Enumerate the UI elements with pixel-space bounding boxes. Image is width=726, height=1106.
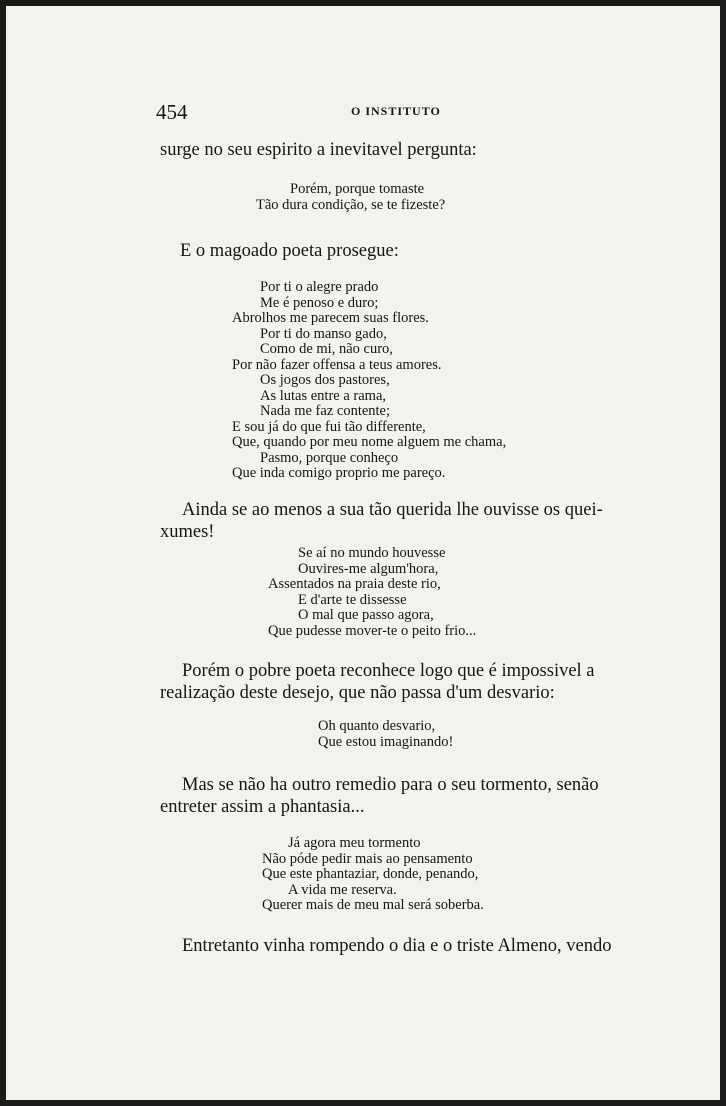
verse-line: Por ti do manso gado, bbox=[260, 325, 387, 342]
verse-line: Abrolhos me parecem suas flores. bbox=[232, 310, 429, 326]
verse-line: Ouvires-me algum'hora, bbox=[298, 560, 439, 577]
page-number: 454 bbox=[156, 100, 188, 124]
verse-line: E sou já do que fui tão differente, bbox=[232, 418, 426, 435]
verse-line: Assentados na praia deste rio, bbox=[268, 576, 441, 592]
verse-line: Porém, porque tomaste bbox=[290, 181, 425, 197]
verse-line: Que pudesse mover-te o peito frio... bbox=[268, 622, 477, 639]
verse-line: Pasmo, porque conheço bbox=[260, 449, 399, 466]
verse-line: O mal que passo agora, bbox=[298, 607, 434, 623]
paragraph-5-line-2: entreter assim a phantasia... bbox=[160, 797, 365, 817]
verse-line: Me é penoso e duro; bbox=[260, 294, 379, 311]
verse-stanza-5 bbox=[262, 836, 484, 914]
paragraph-3-line-1: Ainda se ao menos a sua tão querida lhe ouvisse os quei- bbox=[182, 500, 603, 520]
paragraph-4-line-1: Porém o pobre poeta reconhece logo que é impossivel a bbox=[182, 661, 595, 681]
verse-line: Oh quanto desvario, bbox=[318, 718, 436, 734]
paragraph-2: E o magoado poeta prosegue: bbox=[180, 241, 399, 261]
verse-line: E d'arte te dissesse bbox=[298, 591, 407, 608]
verse-line: Querer mais de meu mal será soberba. bbox=[262, 897, 484, 913]
verse-line: Já agora meu tormento bbox=[288, 835, 421, 851]
verse-line: Como de mi, não curo, bbox=[260, 341, 393, 357]
verse-line: Os jogos dos pastores, bbox=[260, 372, 390, 388]
verse-stanza-4 bbox=[318, 719, 453, 750]
verse-line: Que este phantaziar, donde, penando, bbox=[262, 866, 479, 882]
verse-line: Tão dura condição, se te fizeste? bbox=[256, 196, 446, 213]
verse-line: Se aí no mundo houvesse bbox=[298, 545, 446, 561]
verse-line: Que, quando por meu nome alguem me chama, bbox=[232, 434, 507, 450]
verse-line: Nada me faz contente; bbox=[260, 403, 391, 419]
verse-line: Que estou imaginando! bbox=[318, 733, 454, 750]
verse-line: Por não fazer offensa a teus amores. bbox=[232, 356, 442, 373]
paragraph-1: surge no seu espirito a inevitavel pergunta: bbox=[160, 140, 477, 160]
verse-stanza-1 bbox=[256, 182, 445, 213]
verse-stanza-3 bbox=[268, 546, 476, 639]
verse-line: As lutas entre a rama, bbox=[260, 387, 387, 404]
paragraph-5-line-1: Mas se não ha outro remedio para o seu tormento, senão bbox=[182, 775, 599, 795]
verse-line: Que inda comigo proprio me pareço. bbox=[232, 465, 446, 481]
book-page bbox=[6, 6, 720, 1100]
paragraph-6: Entretanto vinha rompendo o dia e o triste Almeno, vendo bbox=[182, 936, 612, 956]
verse-line: A vida me reserva. bbox=[288, 881, 397, 898]
paragraph-3-line-2: xumes! bbox=[160, 522, 215, 542]
verse-line: Não póde pedir mais ao pensamento bbox=[262, 850, 473, 867]
verse-line: Por ti o alegre prado bbox=[260, 279, 379, 295]
verse-stanza-2 bbox=[232, 280, 506, 482]
running-title: O INSTITUTO bbox=[351, 104, 441, 118]
paragraph-4-line-2: realização deste desejo, que não passa d'um desvario: bbox=[160, 683, 555, 703]
